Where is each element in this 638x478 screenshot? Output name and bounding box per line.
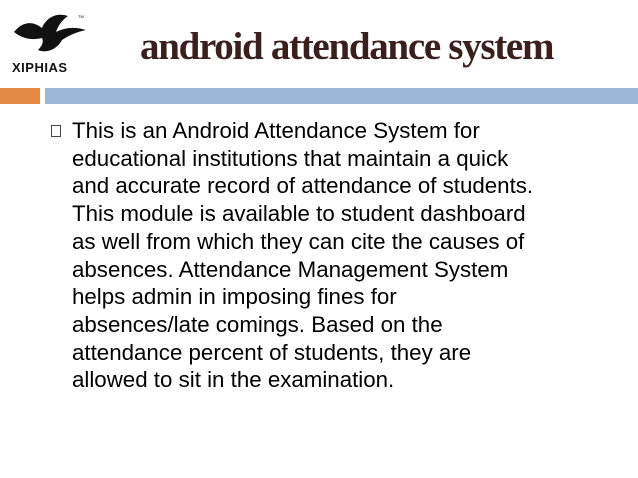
accent-bar-orange: [0, 88, 40, 104]
logo-text: XIPHIAS: [12, 60, 68, 75]
bullet-paragraph: This is an Android Attendance System for educational institutions that maintain a quick and accurate record of attendance of students. This module is available to student dashboard as well from which they can cite the causes of absences. Attendance Management System helps admin in imposing fines for absences/late comings. Based on the attendance percent of students, they are allowed to sit in the examination.: [72, 118, 534, 393]
svg-text:TM: TM: [78, 14, 84, 19]
xiphias-logo: [8, 10, 94, 76]
eagle-icon: [12, 10, 92, 60]
slide-title: android attendance system: [140, 25, 554, 68]
accent-bar-blue: [45, 88, 638, 104]
square-bullet-icon: [51, 125, 61, 137]
